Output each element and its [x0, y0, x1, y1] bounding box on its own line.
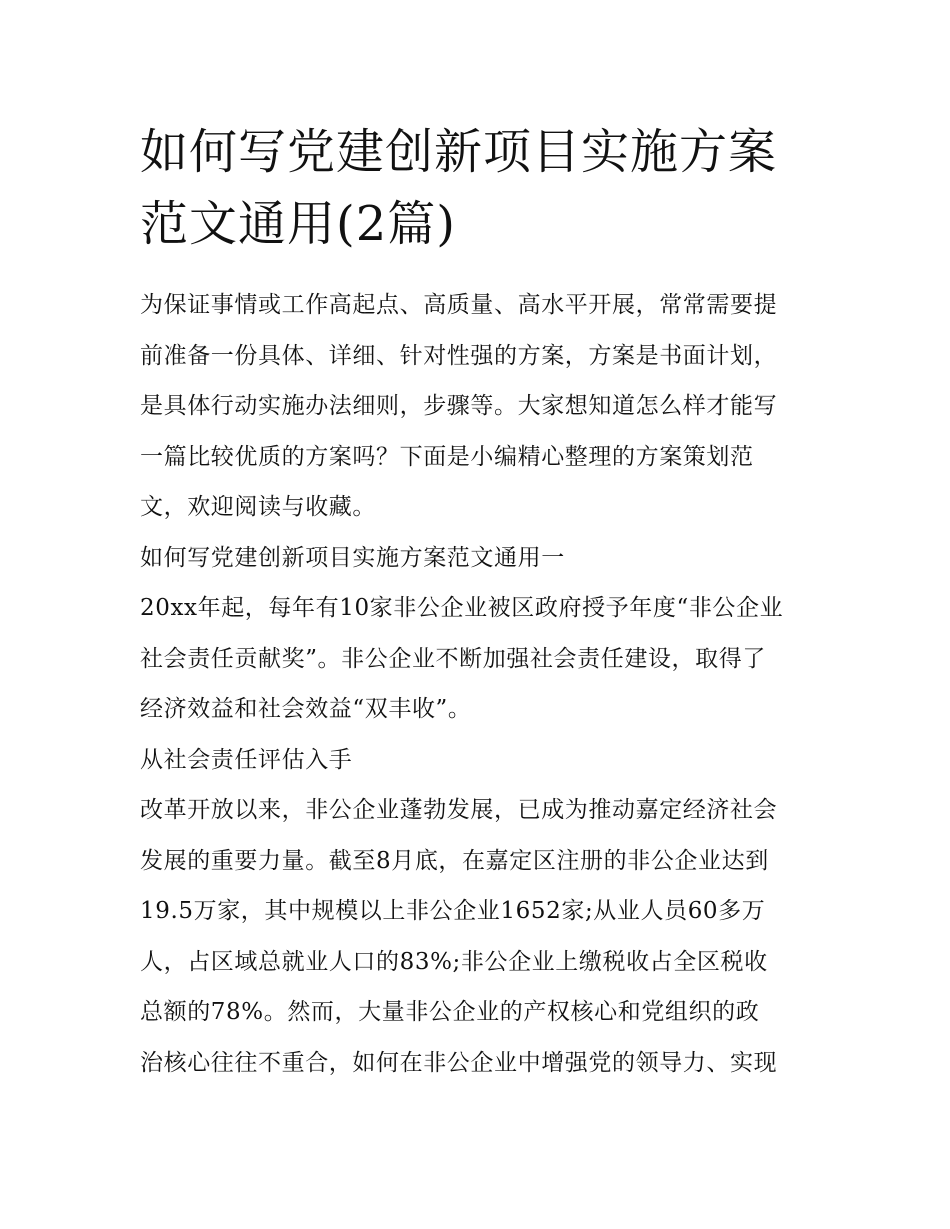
- text-line: 发展的重要力量。截至8月底，在嘉定区注册的非公企业达到: [140, 847, 769, 874]
- document-body: [140, 280, 820, 1088]
- text-line: 人，占区域总就业人口的83%;非公企业上缴税收占全区税收: [140, 948, 768, 975]
- section-heading: [140, 533, 820, 584]
- title-line: 如何写党建创新项目实施方案: [140, 124, 778, 180]
- document-title: [140, 116, 820, 260]
- text-line: 经济效益和社会效益“双丰收”。: [140, 696, 472, 722]
- text-line: 总额的78%。然而，大量非公企业的产权核心和党组织的政: [140, 999, 760, 1025]
- subheading: [140, 735, 820, 786]
- text-line: 从社会责任评估入手: [140, 746, 353, 773]
- intro-paragraph: [140, 280, 820, 533]
- text-line: 一篇比较优质的方案吗？下面是小编精心整理的方案策划范: [140, 443, 754, 470]
- text-line: 20xx年起，每年有10家非公企业被区政府授予年度“非公企业: [140, 595, 784, 621]
- text-line: 如何写党建创新项目实施方案范文通用一: [140, 544, 565, 571]
- text-line: 前准备一份具体、详细、针对性强的方案，方案是书面计划，: [140, 342, 778, 369]
- text-line: 文，欢迎阅读与收藏。: [140, 494, 376, 520]
- text-line: 改革开放以来，非公企业蓬勃发展，已成为推动嘉定经济社会: [140, 797, 778, 823]
- award-paragraph: [140, 583, 820, 735]
- text-line: 治核心往往不重合，如何在非公企业中增强党的领导力、实现: [140, 1049, 778, 1076]
- text-line: 是具体行动实施办法细则，步骤等。大家想知道怎么样才能写: [140, 393, 778, 419]
- text-line: 19.5万家，其中规模以上非公企业1652家;从业人员60多万: [140, 898, 766, 924]
- text-line: 为保证事情或工作高起点、高质量、高水平开展，常常需要提: [140, 292, 778, 318]
- title-line: 范文通用(2篇): [140, 196, 456, 252]
- text-line: 社会责任贡献奖”。非公企业不断加强社会责任建设，取得了: [140, 645, 766, 672]
- development-paragraph: [140, 785, 820, 1088]
